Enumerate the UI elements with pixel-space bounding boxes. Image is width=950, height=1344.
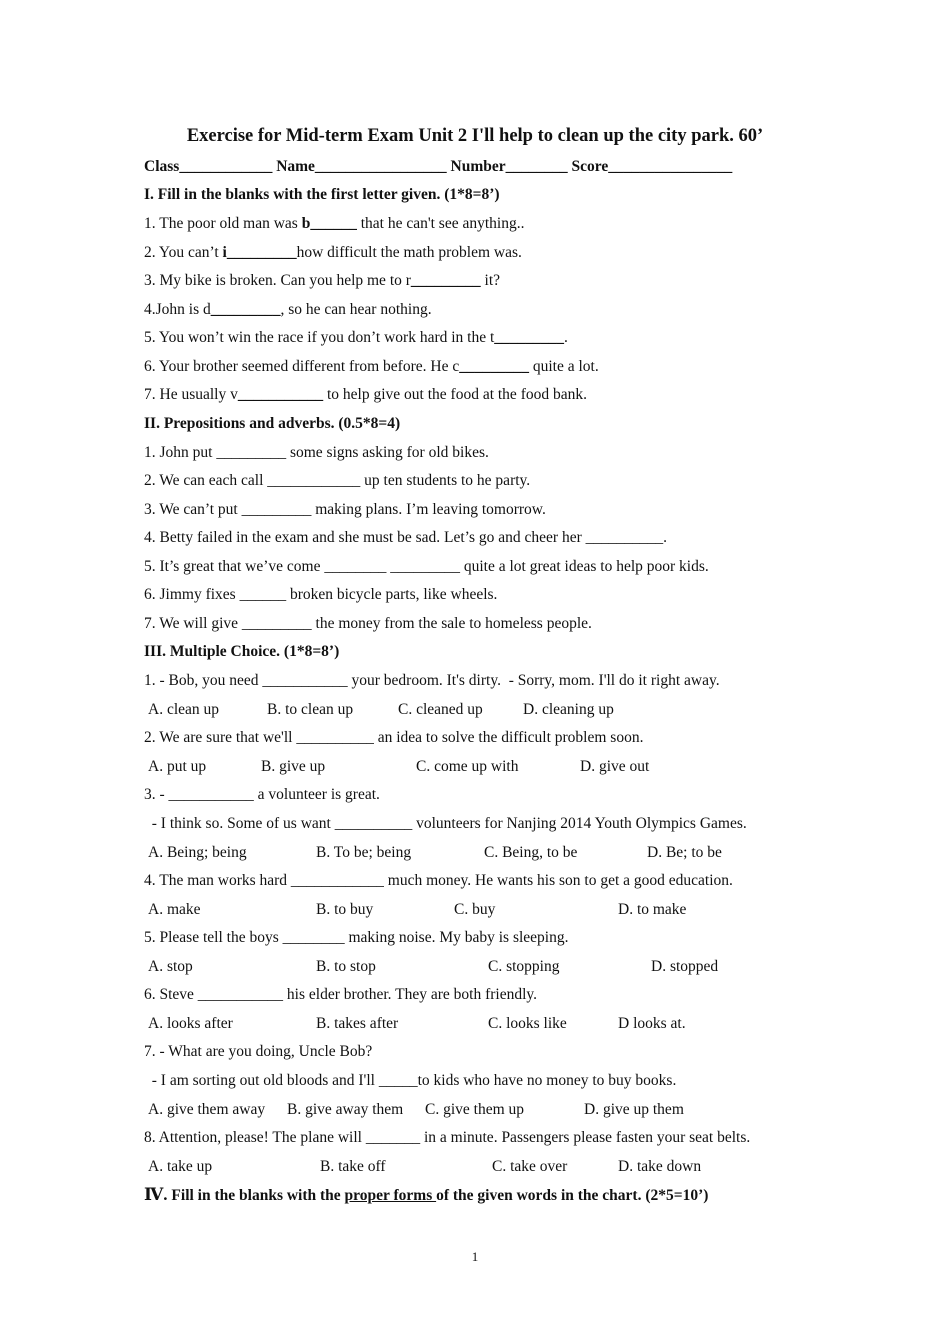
s3-q5-option-c: C. stopping bbox=[488, 958, 560, 975]
s3-q8-option-d: D. take down bbox=[618, 1158, 702, 1175]
s3-q6-option-b: B. takes after bbox=[316, 1015, 399, 1032]
s1-question-1: 1. The poor old man was b______ that he can't see anything.. bbox=[144, 215, 525, 232]
s3-question-3-reply: - I think so. Some of us want __________ volunteers for Nanjing 2014 Youth Olympics Games. bbox=[144, 815, 747, 832]
s2-question-5: 5. It’s great that we’ve come ________ _________ quite a lot great ideas to help poor kids. bbox=[144, 558, 709, 575]
s1-question-3: 3. My bike is broken. Can you help me to r_________ it? bbox=[144, 272, 501, 289]
s3-q5-option-a: A. stop bbox=[148, 958, 193, 975]
s3-q8-option-b: B. take off bbox=[320, 1158, 386, 1175]
section-3-heading: III. Multiple Choice. (1*8=8’) bbox=[144, 643, 340, 660]
section-2-heading: II. Prepositions and adverbs. (0.5*8=4) bbox=[144, 415, 401, 432]
s3-q4-option-a: A. make bbox=[148, 901, 201, 918]
s2-question-6: 6. Jimmy fixes ______ broken bicycle parts, like wheels. bbox=[144, 586, 498, 603]
s3-q2-option-a: A. put up bbox=[148, 758, 207, 775]
s3-q1-option-b: B. to clean up bbox=[267, 701, 354, 718]
s3-question-6: 6. Steve ___________ his elder brother. They are both friendly. bbox=[144, 986, 538, 1003]
s1-question-6: 6. Your brother seemed different from before. He c_________ quite a lot. bbox=[144, 358, 599, 375]
s3-q1-option-c: C. cleaned up bbox=[398, 701, 483, 718]
s3-q1-option-d: D. cleaning up bbox=[523, 701, 614, 718]
s3-q3-option-a: A. Being; being bbox=[148, 844, 247, 861]
section-4-heading: Ⅳ. Fill in the blanks with the proper forms of the given words in the chart. (2*5=10’) bbox=[144, 1185, 709, 1204]
s3-q5-option-b: B. to stop bbox=[316, 958, 376, 975]
s3-question-5: 5. Please tell the boys ________ making noise. My baby is sleeping. bbox=[144, 929, 569, 946]
s3-q2-option-d: D. give out bbox=[580, 758, 650, 775]
s3-q6-option-d: D looks at. bbox=[618, 1015, 686, 1032]
s1-question-4: 4.John is d_________, so he can hear nothing. bbox=[144, 301, 432, 318]
s3-q8-option-c: C. take over bbox=[492, 1158, 568, 1175]
s3-q7-option-a: A. give them away bbox=[148, 1101, 266, 1118]
s3-q2-option-c: C. come up with bbox=[416, 758, 519, 775]
s3-question-7: 7. - What are you doing, Uncle Bob? bbox=[144, 1043, 373, 1060]
s1-question-2: 2. You can’t i_________how difficult the math problem was. bbox=[144, 244, 522, 261]
s3-q2-option-b: B. give up bbox=[261, 758, 326, 775]
student-info-line: Class____________ Name_________________ Number________ Score________________ bbox=[144, 158, 733, 175]
s3-question-2: 2. We are sure that we'll __________ an idea to solve the difficult problem soon. bbox=[144, 729, 644, 746]
s3-question-4: 4. The man works hard ____________ much money. He wants his son to get a good education. bbox=[144, 872, 733, 889]
s2-question-3: 3. We can’t put _________ making plans. I’m leaving tomorrow. bbox=[144, 501, 546, 518]
s3-q4-option-c: C. buy bbox=[454, 901, 496, 918]
s3-q6-option-c: C. looks like bbox=[488, 1015, 567, 1032]
s2-question-1: 1. John put _________ some signs asking for old bikes. bbox=[144, 444, 489, 461]
s3-q7-option-d: D. give up them bbox=[584, 1101, 684, 1118]
s3-q7-option-c: C. give them up bbox=[425, 1101, 525, 1118]
s2-question-4: 4. Betty failed in the exam and she must be sad. Let’s go and cheer her __________. bbox=[144, 529, 667, 546]
s3-question-3: 3. - ___________ a volunteer is great. bbox=[144, 786, 380, 803]
section-1-heading: I. Fill in the blanks with the first letter given. (1*8=8’) bbox=[144, 186, 500, 203]
s3-q3-option-c: C. Being, to be bbox=[484, 844, 578, 861]
page-number: 1 bbox=[471, 1249, 479, 1264]
s3-question-1: 1. - Bob, you need ___________ your bedroom. It's dirty. - Sorry, mom. I'll do it right away. bbox=[144, 672, 720, 689]
s3-q5-option-d: D. stopped bbox=[651, 958, 719, 975]
s3-q1-option-a: A. clean up bbox=[148, 701, 220, 718]
s3-q8-option-a: A. take up bbox=[148, 1158, 213, 1175]
exam-title: Exercise for Mid-term Exam Unit 2 I'll help to clean up the city park. 60’ bbox=[186, 126, 764, 146]
s3-question-8: 8. Attention, please! The plane will _______ in a minute. Passengers please fasten your seat belts. bbox=[144, 1129, 751, 1146]
s3-q6-option-a: A. looks after bbox=[148, 1015, 233, 1032]
s1-question-7: 7. He usually v___________ to help give out the food at the food bank. bbox=[144, 386, 587, 403]
s3-q3-option-b: B. To be; being bbox=[316, 844, 412, 861]
s3-q4-option-d: D. to make bbox=[618, 901, 687, 918]
s2-question-7: 7. We will give _________ the money from the sale to homeless people. bbox=[144, 615, 592, 632]
s3-q7-option-b: B. give away them bbox=[287, 1101, 404, 1118]
s3-q3-option-d: D. Be; to be bbox=[647, 844, 722, 861]
s2-question-2: 2. We can each call ____________ up ten students to he party. bbox=[144, 472, 531, 489]
s3-question-7-reply: - I am sorting out old bloods and I'll _____to kids who have no money to buy books. bbox=[144, 1072, 677, 1089]
s3-q4-option-b: B. to buy bbox=[316, 901, 374, 918]
s1-question-5: 5. You won’t win the race if you don’t work hard in the t_________. bbox=[144, 329, 568, 346]
